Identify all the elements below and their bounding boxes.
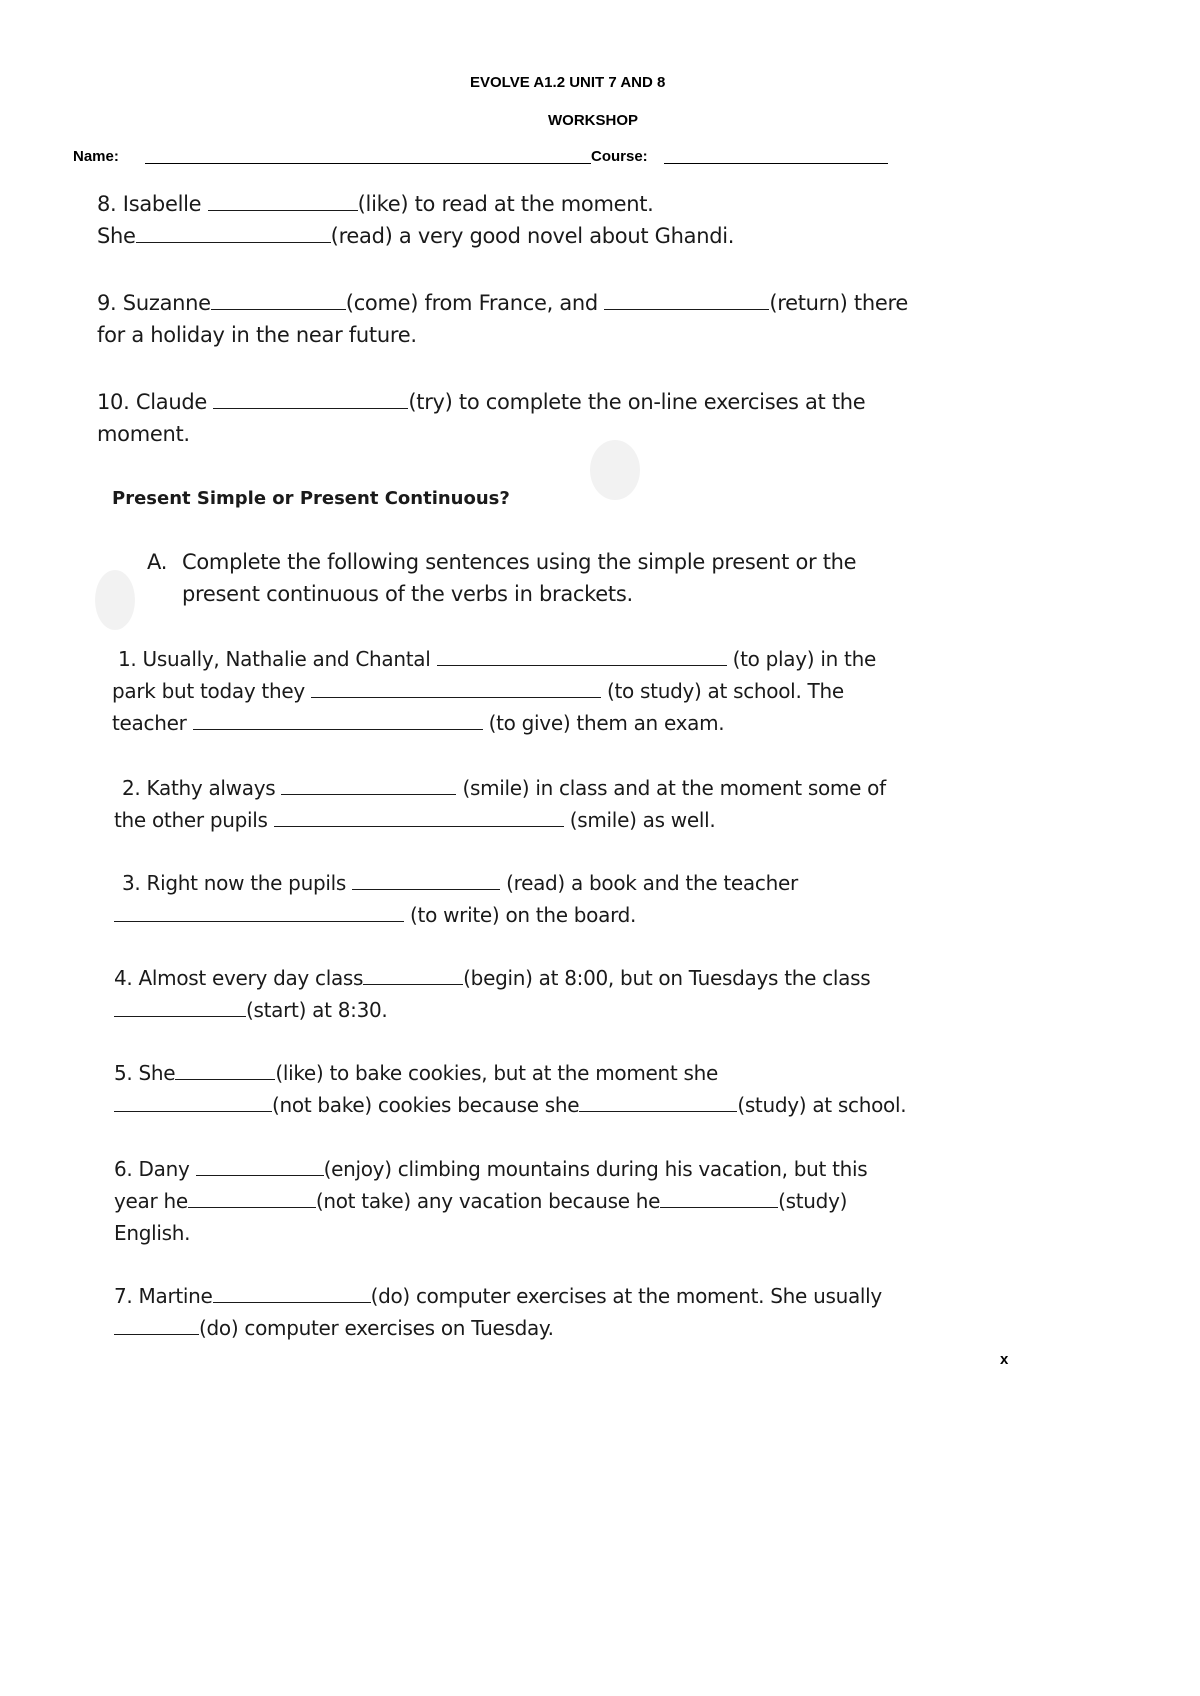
- exercise-6-line-2: year he (not take) any vacation because he (study): [114, 1189, 848, 1213]
- document-title: EVOLVE A1.2 UNIT 7 AND 8: [470, 74, 666, 91]
- name-label: Name:: [73, 148, 119, 165]
- scan-smudge: [95, 570, 135, 630]
- answer-blank[interactable]: [136, 224, 331, 243]
- answer-blank[interactable]: [114, 1093, 272, 1112]
- exercise-3-line-1: 3. Right now the pupils (read) a book and the teacher: [122, 871, 798, 895]
- exercise-2-line-2: the other pupils (smile) as well.: [114, 808, 716, 832]
- item-8-line-2: She (read) a very good novel about Ghandi.: [97, 224, 735, 248]
- instruction-line-1: Complete the following sentences using the simple present or the: [182, 550, 857, 574]
- answer-blank[interactable]: [175, 1061, 275, 1080]
- item-9-line-1: 9. Suzanne (come) from France, and (return) there: [97, 291, 908, 315]
- exercise-1-line-3: teacher (to give) them an exam.: [112, 711, 725, 735]
- answer-blank[interactable]: [213, 390, 408, 409]
- exercise-5-line-1: 5. She (like) to bake cookies, but at the moment she: [114, 1061, 719, 1085]
- answer-blank[interactable]: [208, 192, 358, 211]
- exercise-3-line-2: (to write) on the board.: [114, 903, 636, 927]
- exercise-1-line-2: park but today they (to study) at school. The: [112, 679, 844, 703]
- item-9-line-2: for a holiday in the near future.: [97, 323, 417, 347]
- item-8-line-1: 8. Isabelle (like) to read at the moment.: [97, 192, 654, 216]
- exercise-7-line-1: 7. Martine (do) computer exercises at the moment. She usually: [114, 1284, 882, 1308]
- item-10-line-1: 10. Claude (try) to complete the on-line exercises at the: [97, 390, 866, 414]
- instruction-line-2: present continuous of the verbs in brackets.: [182, 582, 633, 606]
- name-field[interactable]: [145, 163, 591, 164]
- answer-blank[interactable]: [193, 711, 483, 730]
- answer-blank[interactable]: [274, 808, 564, 827]
- answer-blank[interactable]: [352, 871, 500, 890]
- exercise-1-line-1: 1. Usually, Nathalie and Chantal (to play) in the: [118, 647, 876, 671]
- exercise-6-line-3: English.: [114, 1221, 191, 1245]
- answer-blank[interactable]: [114, 998, 246, 1017]
- exercise-4-line-1: 4. Almost every day class (begin) at 8:00, but on Tuesdays the class: [114, 966, 871, 990]
- course-field[interactable]: [664, 163, 888, 164]
- course-label: Course:: [591, 148, 648, 165]
- answer-blank[interactable]: [196, 1157, 324, 1176]
- exercise-4-line-2: (start) at 8:30.: [114, 998, 387, 1022]
- item-10-line-2: moment.: [97, 422, 190, 446]
- answer-blank[interactable]: [114, 903, 404, 922]
- answer-blank[interactable]: [604, 291, 769, 310]
- exercise-2-line-1: 2. Kathy always (smile) in class and at the moment some of: [122, 776, 886, 800]
- answer-blank[interactable]: [363, 966, 463, 985]
- exercise-7-line-2: (do) computer exercises on Tuesday.: [114, 1316, 554, 1340]
- section-heading: Present Simple or Present Continuous?: [112, 488, 510, 509]
- scan-smudge: [590, 440, 640, 500]
- answer-blank[interactable]: [579, 1093, 737, 1112]
- instruction-letter: A.: [147, 550, 168, 574]
- answer-blank[interactable]: [311, 679, 601, 698]
- exercise-5-line-2: (not bake) cookies because she (study) at school.: [114, 1093, 906, 1117]
- document-subtitle: WORKSHOP: [548, 112, 638, 129]
- answer-blank[interactable]: [211, 291, 346, 310]
- answer-blank[interactable]: [114, 1316, 199, 1335]
- footer-mark: x: [1000, 1351, 1009, 1368]
- answer-blank[interactable]: [213, 1284, 371, 1303]
- answer-blank[interactable]: [437, 647, 727, 666]
- answer-blank[interactable]: [660, 1189, 778, 1208]
- answer-blank[interactable]: [188, 1189, 316, 1208]
- exercise-6-line-1: 6. Dany (enjoy) climbing mountains during his vacation, but this: [114, 1157, 868, 1181]
- answer-blank[interactable]: [281, 776, 456, 795]
